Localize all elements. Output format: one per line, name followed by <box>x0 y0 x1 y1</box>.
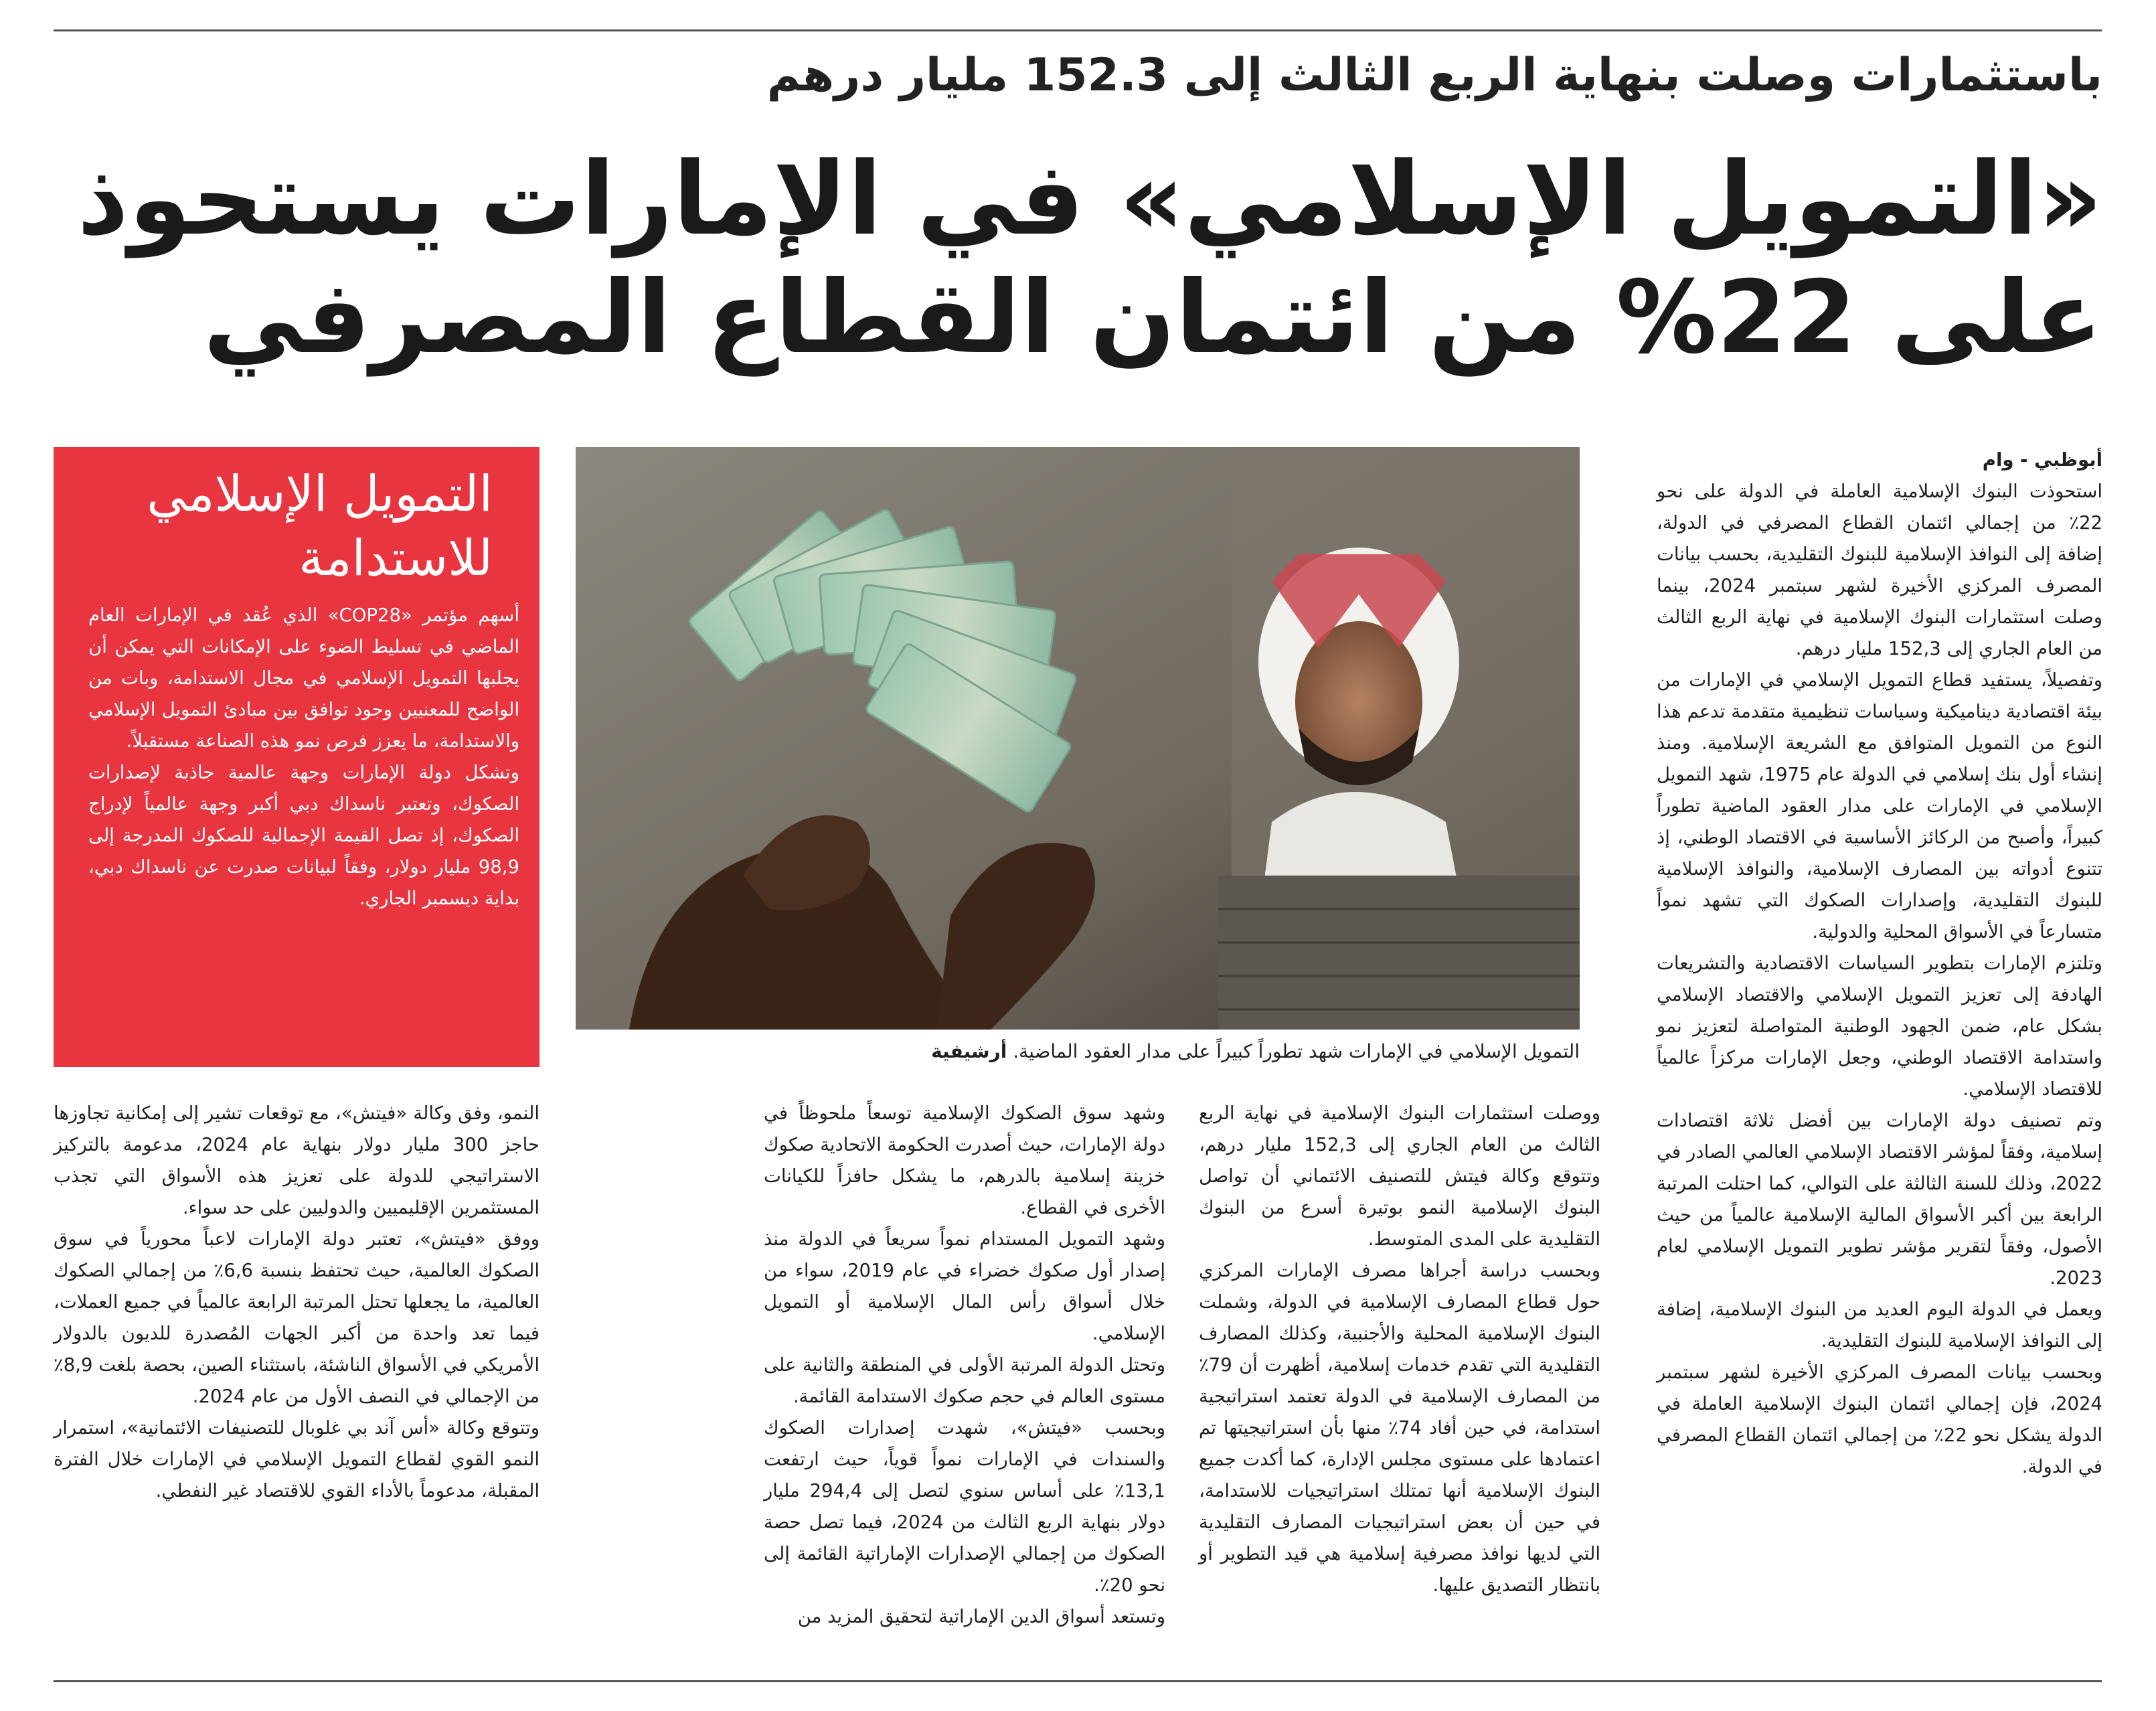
paragraph: ويعمل في الدولة اليوم العديد من البنوك الإسلامية، إضافة إلى النوافذ الإسلامية للبنوك التقليدية. <box>1657 1299 2102 1352</box>
caption-text: التمويل الإسلامي في الإمارات شهد تطوراً كبيراً على مدار العقود الماضية. <box>1013 1040 1580 1062</box>
paragraph: وبحسب بيانات المصرف المركزي الأخيرة لشهر سبتمبر 2024، فإن إجمالي ائتمان البنوك الإسلامية العاملة في الدولة يشكل نحو 22٪ من إجمالي ائتمان القطاع المصرفي في الدولة. <box>1657 1362 2102 1477</box>
article-column-2 <box>1199 1098 1600 1601</box>
sidebar-box-body <box>54 590 540 914</box>
paragraph: النمو، وفق وكالة «فيتش»، مع توقعات تشير إلى إمكانية تجاوزها حاجز 300 مليار دولار بنهاية عام 2024، مدعومة بالتركيز الاستراتيجي للدولة على تعزيز هذه الأسواق التي تجذب المستثمرين الإقليميين والدوليين على حد سواء. <box>54 1103 540 1218</box>
article-column-3 <box>764 1098 1165 1633</box>
paragraph: وتستعد أسواق الدين الإماراتية لتحقيق المزيد من <box>797 1606 1165 1627</box>
paragraph: أسهم مؤتمر «COP28» الذي عُقد في الإمارات العام الماضي في تسليط الضوء على الإمكانات التي يمكن أن يجلبها التمويل الإسلامي في مجال الاستدامة، وبات من الواضح للمعنيين وجود توافق بين مبادئ التمويل الإسلامي والاستدامة، ما يعزز فرص نمو هذه الصناعة مستقبلاً. <box>88 604 519 752</box>
paragraph: وبحسب دراسة أجراها مصرف الإمارات المركزي حول قطاع المصارف الإسلامية في الدولة، وشملت البنوك الإسلامية المحلية والأجنبية، وكذلك المصارف التقليدية التي تقدم خدمات إسلامية، أظهرت أن 79٪ من المصارف الإسلامية في الدولة تعتمد استراتيجية استدامة، في حين أفاد 74٪ منها بأن استراتيجيتها تم اعتمادها على مستوى مجلس الإدارة، كما أكدت جميع البنوك الإسلامية أنها تمتلك استراتيجيات للاستدامة، في حين أن بعض استراتيجيات المصارف التقليدية التي لديها نوافذ مصرفية إسلامية هي قيد التطوير أو بانتظار التصديق عليها. <box>1199 1260 1600 1596</box>
byline-agency: وام <box>1982 449 2014 471</box>
top-rule <box>54 29 2102 31</box>
paragraph: وشهد التمويل المستدام نمواً سريعاً في الدولة منذ إصدار أول صكوك خضراء في عام 2019، سواء من خلال أسواق رأس المال الإسلامية أو التمويل الإسلامي. <box>764 1228 1165 1344</box>
sidebar-box-title-line-1: التمويل الإسلامي <box>147 465 493 523</box>
photo-caption <box>576 1036 1580 1067</box>
paragraph: وبحسب «فيتش»، شهدت إصدارات الصكوك والسندات في الإمارات نمواً قوياً، حيث ارتفعت 13,1٪ على أساس سنوي لتصل إلى 294,4 مليار دولار بنهاية الربع الثالث من 2024، فيما تصل حصة الصكوك من إجمالي الإصدارات الإماراتية القائمة إلى نحو 20٪. <box>764 1417 1165 1596</box>
byline-separator: - <box>2013 449 2035 471</box>
paragraph: وتشكل دولة الإمارات وجهة عالمية جاذبة لإصدارات الصكوك، وتعتبر ناسداك دبي أكبر وجهة عالمياً لإدراج الصكوك، إذ تصل القيمة الإجمالية للصكوك المدرجة إلى 98,9 مليار دولار، وفقاً لبيانات صدرت عن ناسداك دبي، بداية ديسمبر الجاري. <box>88 762 519 909</box>
paragraph: ووفق «فيتش»، تعتبر دولة الإمارات لاعباً محورياً في سوق الصكوك العالمية، حيث تحتفظ بنسبة 6,6٪ من إجمالي الصكوك العالمية، ما يجعلها تحتل المرتبة الرابعة عالمياً في جميع العملات، فيما تعد واحدة من أكبر الجهات المُصدرة للديون بالدولار الأمريكي في الأسواق الناشئة، باستثناء الصين، بحصة بلغت 8,9٪ من الإجمالي في النصف الأول من عام 2024. <box>54 1228 540 1407</box>
paragraph: وشهد سوق الصكوك الإسلامية توسعاً ملحوظاً في دولة الإمارات، حيث أصدرت الحكومة الاتحادية صكوك خزينة إسلامية بالدرهم، ما يشكل حافزاً للكيانات الأخرى في القطاع. <box>764 1103 1165 1218</box>
banknotes-photo-illustration <box>576 447 1580 1030</box>
headline-line-1: «التمويل الإسلامي» في الإمارات يستحوذ <box>77 141 2102 258</box>
photo-credit: أرشيفية <box>931 1040 1007 1062</box>
paragraph: وتفصيلاً، يستفيد قطاع التمويل الإسلامي في الإمارات من بيئة اقتصادية ديناميكية وسياسات تنظيمية متقدمة تدعم هذا النوع من التمويل المتوافق مع الشريعة الإسلامية. ومنذ إنشاء أول بنك إسلامي في الدولة عام 1975، شهد التمويل الإسلامي في الإمارات على مدار العقود الماضية تطوراً كبيراً، وأصبح من الركائز الأساسية في الاقتصاد الوطني، إذ تتنوع أدواته بين المصارف الإسلامية، والنوافذ الإسلامية للبنوك التقليدية، وإصدارات الصكوك التي تشهد نمواً متسارعاً في الأسواق المحلية والدولية. <box>1657 669 2102 943</box>
byline-place: أبوظبي <box>2034 449 2102 471</box>
article-column-1 <box>1657 444 2102 1483</box>
article-photo <box>576 447 1580 1030</box>
sidebar-box-title-line-2: للاستدامة <box>299 529 493 587</box>
paragraph: ووصلت استثمارات البنوك الإسلامية في نهاية الربع الثالث من العام الجاري إلى 152,3 مليار درهم، وتتوقع وكالة فيتش للتصنيف الائتماني أن تواصل البنوك الإسلامية النمو بوتيرة أسرع من البنوك التقليدية على المدى المتوسط. <box>1199 1103 1600 1250</box>
headline-line-2: على 22% من ائتمان القطاع المصرفي <box>203 260 2102 376</box>
paragraph: وتم تصنيف دولة الإمارات بين أفضل ثلاثة اقتصادات إسلامية، وفقاً لمؤشر الاقتصاد الإسلامي العالمي الصادر في 2022، وذلك للسنة الثالثة على التوالي، كما احتلت المرتبة الرابعة بين أكبر الأسواق المالية الإسلامية عالمياً من حيث الأصول، وفقاً لتقرير مؤشر تطوير التمويل الإسلامي لعام 2023. <box>1657 1110 2102 1289</box>
paragraph: وتحتل الدولة المرتبة الأولى في المنطقة والثانية على مستوى العالم في حجم صكوك الاستدامة القائمة. <box>764 1354 1165 1407</box>
article-headline <box>54 141 2102 378</box>
article-column-4 <box>54 1098 540 1507</box>
paragraph: وتلتزم الإمارات بتطوير السياسات الاقتصادية والتشريعات الهادفة إلى تعزيز التمويل الإسلامي والاقتصاد الإسلامي بشكل عام، ضمن الجهود الوطنية المتواصلة لتعزيز نمو واستدامة الاقتصاد الوطني، وجعل الإمارات مركزاً عالمياً للاقتصاد الإسلامي. <box>1657 953 2102 1100</box>
sidebar-box-title <box>54 447 540 590</box>
sidebar-box <box>54 447 540 1067</box>
article-subheading: باستثمارات وصلت بنهاية الربع الثالث إلى 152.3 مليار درهم <box>766 49 2102 102</box>
byline <box>1657 444 2102 476</box>
paragraph: وتتوقع وكالة «أس آند بي غلوبال للتصنيفات الائتمانية»، استمرار النمو القوي لقطاع التمويل الإسلامي في الإمارات خلال الفترة المقبلة، مدعوماً بالأداء القوي للاقتصاد غير النفطي. <box>54 1417 540 1501</box>
paragraph: استحوذت البنوك الإسلامية العاملة في الدولة على نحو 22٪ من إجمالي ائتمان القطاع المصرفي في الدولة، إضافة إلى النوافذ الإسلامية للبنوك التقليدية، بحسب بيانات المصرف المركزي الأخيرة لشهر سبتمبر 2024، بينما وصلت استثمارات البنوك الإسلامية في نهاية الربع الثالث من العام الجاري إلى 152,3 مليار درهم. <box>1657 481 2102 659</box>
bottom-rule <box>54 1680 2102 1682</box>
